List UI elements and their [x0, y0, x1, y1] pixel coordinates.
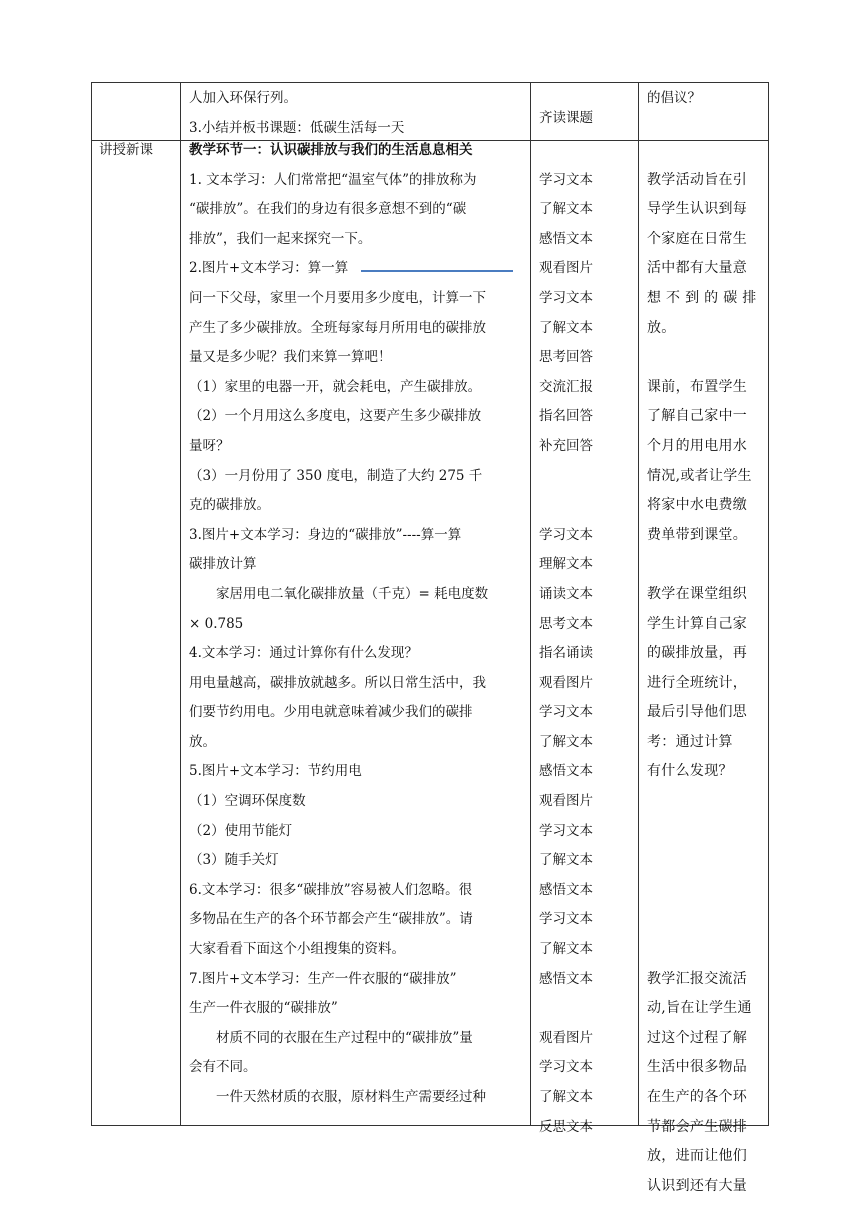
- student-activity: 思考文本: [539, 615, 593, 632]
- spacer: [539, 462, 634, 492]
- content-line: 一件天然材质的衣服，原材料生产需要经过种: [216, 1089, 486, 1105]
- intent-line: 教学活动旨在引: [647, 171, 748, 188]
- header-intent-cell: [647, 84, 765, 114]
- intent-line: 动,旨在让学生通: [647, 1000, 752, 1017]
- intent-line: 认识到还有大量: [647, 1177, 748, 1194]
- student-activity: 指名诵读: [539, 645, 593, 662]
- spacer: [647, 136, 765, 166]
- content-line: （2）使用节能灯: [189, 822, 293, 839]
- content-line: 问一下父母，家里一个月要用多少度电，计算一下: [189, 289, 486, 306]
- content-line: 3.小结并板书课题：低碳生活每一天: [189, 119, 405, 136]
- student-activity: 了解文本: [539, 941, 593, 958]
- intent-line: 进行全班统计，: [647, 674, 748, 691]
- content-line: × 0.785: [189, 615, 244, 632]
- intent-line: 考：通过计算: [647, 733, 733, 750]
- intent-line: 有什么发现？: [647, 763, 733, 780]
- content-line: 2.图片+文本学习：算一算: [189, 260, 349, 277]
- intent-line: 放。: [647, 319, 676, 336]
- spacer: [647, 550, 765, 580]
- student-activity: 学习文本: [539, 1059, 593, 1076]
- intent-line: 了解自己家中一: [647, 408, 748, 425]
- spacer: [647, 343, 765, 373]
- design-intent: 的倡议？: [647, 90, 701, 106]
- column-divider: [638, 82, 639, 1126]
- student-activity: 学习文本: [539, 822, 593, 839]
- spacer: [539, 994, 634, 1024]
- student-activity-cell: [539, 136, 634, 1142]
- intent-line: 活中都有大量意: [647, 260, 748, 277]
- intent-line: 个家庭在日常生: [647, 230, 748, 247]
- content-line: 碳排放计算: [189, 556, 257, 573]
- content-line: 7.图片+文本学习：生产一件衣服的“碳排放”: [189, 970, 457, 987]
- student-activity: 感悟文本: [539, 763, 593, 780]
- intent-line: 费单带到课堂。: [647, 526, 748, 543]
- student-activity: 诵读文本: [539, 585, 593, 602]
- content-line: 大家看看下面这个小组搜集的资料。: [189, 941, 405, 958]
- student-activity: 交流汇报: [539, 378, 593, 395]
- content-line: 产生了多少碳排放。全班每家每月所用电的碳排放: [189, 319, 486, 336]
- content-line: （3）随手关灯: [189, 852, 279, 869]
- header-activity-cell: [539, 104, 634, 134]
- intent-line: 教学汇报交流活: [647, 970, 748, 987]
- content-line: （1）空调环保度数: [189, 793, 306, 810]
- table-border-left: [91, 82, 92, 1126]
- student-activity: 齐读课题: [539, 110, 593, 126]
- intent-line: 学生计算自己家: [647, 615, 748, 632]
- content-line: 放。: [189, 733, 216, 750]
- student-activity: 感悟文本: [539, 970, 593, 987]
- content-line: 1. 文本学习：人们常常把“温室气体”的排放称为: [189, 171, 477, 188]
- student-activity: 了解文本: [539, 852, 593, 869]
- student-activity: 学习文本: [539, 289, 593, 306]
- intent-line: 的碳排放量，再: [647, 645, 748, 662]
- content-line: 们要节约用电。少用电就意味着减少我们的碳排: [189, 704, 473, 721]
- spacer: [647, 787, 765, 817]
- content-line: 克的碳排放。: [189, 497, 270, 514]
- student-activity: 了解文本: [539, 319, 593, 336]
- teaching-content-cell: [189, 136, 527, 1113]
- student-activity: 观看图片: [539, 793, 593, 810]
- content-line: 6.文本学习：很多“碳排放”容易被人们忽略。很: [189, 881, 473, 898]
- stage-label: 讲授新课: [99, 142, 153, 158]
- content-line: 生产一件衣服的“碳排放”: [189, 1000, 338, 1017]
- intent-line: 想 不 到 的 碳 排: [647, 289, 757, 306]
- student-activity: 学习文本: [539, 526, 593, 543]
- student-activity: 感悟文本: [539, 881, 593, 898]
- student-activity: 观看图片: [539, 1029, 593, 1046]
- content-line: 人加入环保行列。: [189, 90, 297, 106]
- spacer: [647, 817, 765, 847]
- content-line: 用电量越高，碳排放就越多。所以日常生活中，我: [189, 674, 486, 691]
- content-line: 材质不同的衣服在生产过程中的“碳排放”量: [216, 1029, 473, 1046]
- student-activity: 补充回答: [539, 437, 593, 454]
- student-activity: 学习文本: [539, 911, 593, 928]
- student-activity: 学习文本: [539, 704, 593, 721]
- intent-line: 教学在课堂组织: [647, 585, 748, 602]
- student-activity: 思考回答: [539, 349, 593, 366]
- intent-line: 个月的用电用水: [647, 437, 748, 454]
- spacer: [647, 876, 765, 906]
- content-line: 家居用电二氧化碳排放量（千克）= 耗电度数: [216, 585, 489, 602]
- intent-line: 课前，布置学生: [647, 378, 748, 395]
- student-activity: 了解文本: [539, 1089, 593, 1105]
- content-line: 4.文本学习：通过计算你有什么发现？: [189, 645, 418, 662]
- table-border-right: [768, 82, 769, 1126]
- student-activity: 了解文本: [539, 201, 593, 218]
- student-activity: 观看图片: [539, 674, 593, 691]
- table-border-top: [91, 82, 769, 83]
- section-heading: 教学环节一：认识碳排放与我们的生活息息相关: [189, 142, 473, 158]
- stage-cell: [99, 136, 179, 166]
- lesson-plan-table: [91, 82, 769, 1194]
- intent-line: 导学生认识到每: [647, 201, 748, 218]
- spacer: [647, 935, 765, 965]
- student-activity: 观看图片: [539, 260, 593, 277]
- intent-line: 放，进而让他们: [647, 1148, 748, 1165]
- student-activity: [539, 136, 634, 166]
- content-line: “碳排放”。在我们的身边有很多意想不到的“碳: [189, 201, 467, 218]
- student-activity: 反思文本: [539, 1118, 593, 1135]
- column-divider: [530, 82, 531, 1126]
- content-line: 量又是多少呢？我们来算一算吧！: [189, 349, 392, 366]
- content-line: 5.图片+文本学习：节约用电: [189, 763, 362, 780]
- column-divider: [180, 82, 181, 1126]
- student-activity: 学习文本: [539, 171, 593, 188]
- intent-line: 将家中水电费缴: [647, 497, 748, 514]
- intent-line: 最后引导他们思: [647, 704, 748, 721]
- content-line: （1）家里的电器一开，就会耗电，产生碳排放。: [189, 378, 482, 395]
- student-activity: 指名回答: [539, 408, 593, 425]
- content-line: 3.图片+文本学习：身边的“碳排放”----算一算: [189, 526, 462, 543]
- spacer: [647, 905, 765, 935]
- header-content-cell: [189, 84, 527, 143]
- content-line: 排放”，我们一起来探究一下。: [189, 230, 372, 247]
- design-intent-cell: [647, 136, 765, 1201]
- content-line: 量呀？: [189, 437, 230, 454]
- intent-line: 过这个过程了解: [647, 1029, 748, 1046]
- underline-mark: [361, 270, 513, 272]
- content-line: （3）一月份用了 350 度电，制造了大约 275 千: [189, 467, 483, 484]
- student-activity: 理解文本: [539, 556, 593, 573]
- intent-line: 在生产的各个环: [647, 1089, 748, 1105]
- spacer: [647, 846, 765, 876]
- intent-line: 生活中很多物品: [647, 1059, 748, 1076]
- spacer: [539, 491, 634, 521]
- intent-line: 情况,或者让学生: [647, 467, 752, 484]
- student-activity: 了解文本: [539, 733, 593, 750]
- intent-line: 节都会产生碳排: [647, 1118, 748, 1135]
- student-activity: 感悟文本: [539, 230, 593, 247]
- content-line: 会有不同。: [189, 1059, 257, 1076]
- content-line: 多物品在生产的各个环节都会产生“碳排放”。请: [189, 911, 473, 928]
- content-line: （2）一个月用这么多度电，这要产生多少碳排放: [189, 408, 482, 425]
